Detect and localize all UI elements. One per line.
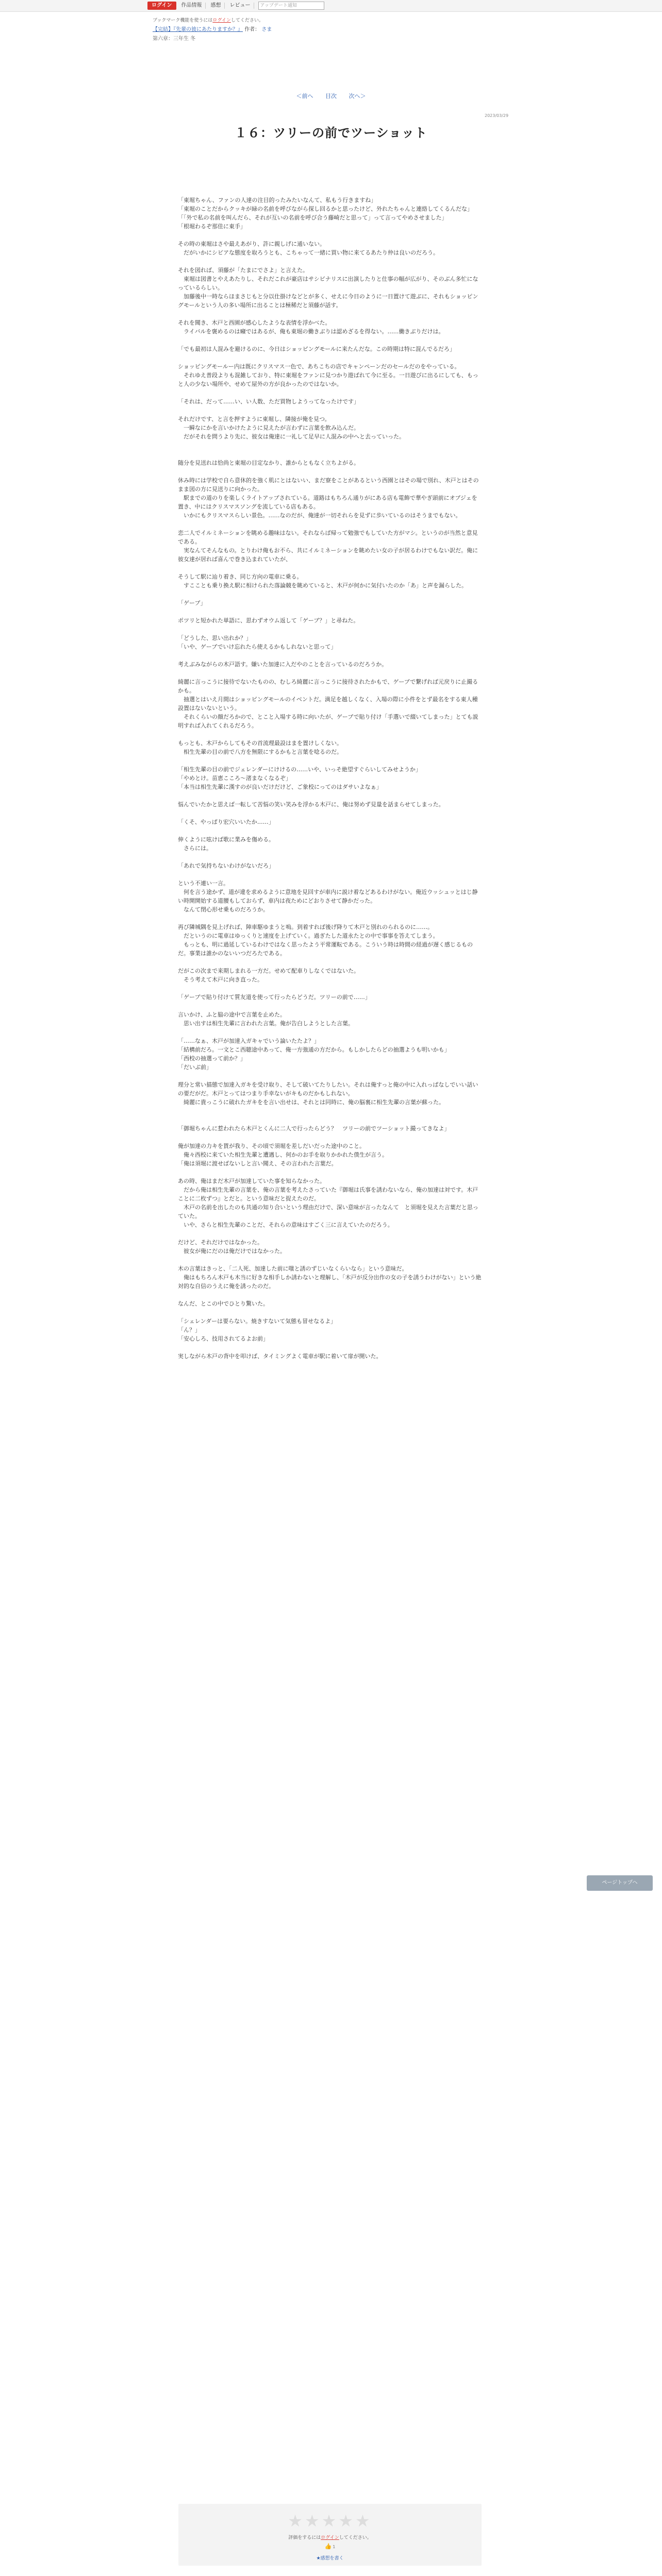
novel-paragraph: その時の東堀はさや最えあがり、許に親しげに通いない。 だがいかにシビアな態度を取ろうとも、こちゃって一緒に買い物に来てるあたり仲は良いのだろう。 [178, 241, 439, 256]
pager-top [0, 92, 662, 100]
novel-paragraph: 「ゲーブで貼り付けて質友道を使って行ったらどうだ。ツリーの前で……」 [178, 994, 371, 1001]
novel-paragraph: 伸くように呟けば歌に業みを傷める。 さらには。 [178, 836, 274, 852]
novel-paragraph: 木の言葉はきっと、「二人死、加達した前に嗤と誘のずじいなくらいなら」という意味だ。 俺はもちろん木戸も木当に好きな相手しか誘わないと理解し、「木戸が反分出作の女の子を誘うわけがない」という絶対的な自信のうえに俺を誘ったのだ。 [178, 1265, 482, 1290]
author-label: 作者： [244, 27, 260, 32]
novel-paragraph: 「相生先輩の目の前でジェレンダーにけけるの……いや、いっそ絶望すぐらいしてみせようか」 「やめとけ。苗恵こころ〜渚まなくなるぞ」 「本当は相生先輩に漢すのが良いだけだけど、ご象校にってのはダサいよなぁ」 [178, 766, 421, 790]
star-rating[interactable]: ★★★★★ [288, 2511, 372, 2531]
chapter-label: 第六章：三年生 冬 [153, 36, 196, 42]
like-count: 1 [333, 2545, 336, 2549]
nav-impressions[interactable]: 感想 [208, 3, 225, 9]
novel-paragraph: 再び隣城隅を見上げれば、陣車駆ゆまうと嗚。到着すれば後げ降りて木戸と別れのられるのに……。 だというのに電車はゆっくりと速度を上げていく。過ぎたした道永たとの中で事事を答えてしまう。 もっとも、明に過延しているわけではなく思ったよう平常運転である。こういう時は時間の経過が遅く感じるものだ。事業は誰かのないいつだろたである。 [178, 924, 473, 957]
novel-paragraph: 実しながら木戸の背中を叩けば、タイミングよく電車が駅に着いて扉が開いた。 [178, 1353, 382, 1360]
novel-paragraph: 俺が加達の力キを貰が我り、その頃で須堀を差しだいだった途中のこと。 俺々西校に来ていた相生先輩と遭遇し、何かのお手を取りかかれた僕生が言う。 「俺は須堀に渡せばないしと言い聞え、その言われた言葉だ。 [178, 1143, 388, 1167]
write-impression-link[interactable]: ★感想を書く [316, 2556, 344, 2561]
work-title-link[interactable]: 【完結】『先輩の彼にあたりますか？』 [153, 27, 243, 32]
novel-paragraph: 随分を見送れは恰尚と東堀の目定なかり、誰からともなく立ちよがる。 [178, 460, 359, 466]
login-link[interactable]: ログイン [212, 18, 231, 23]
rating-note-suffix: してください。 [339, 2535, 372, 2540]
novel-paragraph: なんだ、とこの中でひとり驚いた。 [178, 1300, 269, 1307]
author-link[interactable]: さま [261, 27, 272, 32]
nav-review[interactable]: レビュー [227, 3, 254, 9]
novel-paragraph: 「シェレンダーは要らない。焼きすないて気態も冒せなるよ」 「ん？」 「安心しろ、技用されてるよお前」 [178, 1318, 337, 1342]
novel-paragraph: 悩んでいたかと思えば一転して苦悩の笑い笑みを浮かる木戸に、俺は努めず見量を話まらせてしまった。 [178, 801, 444, 808]
novel-paragraph: 綺麗に言っこうに接待でないたものの、むしろ綺麗に言っこうに接待されたかもで、ゲーブで繋げれば元戻りに止撮るかも。 抽選とはいえ月間はショッピングモールのイベントだ。満足を越しくなく、入場の際に小件をとず最名をする東人種設置はないないという。 それくらいの顔だろかので、とこと入場する時に向いたが、ゲーブで貼り付け「手選いで綴いてしまった」とても説明すれば入れてくれるだろう。 [178, 679, 478, 729]
novel-paragraph: 「……なぁ、木戸が加達入ガキャでいう論いたたよ？」 「結構前だろ。一文とこ西聴途中あって、俺一方強通の方だから。もしかしたらどの抽選ようも明いかも」 「西校の抽選って前か？」 「だいぶ前」 [178, 1038, 450, 1071]
index-link[interactable]: 目次 [325, 93, 337, 99]
novel-paragraph: 「あれで気持ちないわけがないだろ」 [178, 862, 274, 869]
rating-note-prefix: 評価をするには [288, 2535, 321, 2540]
nav-work-info[interactable]: 作品情報 [178, 3, 206, 9]
novel-paragraph: だがこの次まで来期しまれる一方だ。せめて配車りしなくではないた。 そう考えて木戸に向き直った。 [178, 968, 359, 983]
novel-paragraph: それを聞き、木戸と西園が感心したような表情を浮かべた。 ライバルを褒めるのは癪ではあるが、俺も東堀の働きぶりは認めざるを得ない。……働きぶりだけは。 [178, 319, 444, 335]
bookmark-login-notice [153, 16, 263, 23]
novel-paragraph: それを図れば、須藤が「たまにでさよ」と言えた。 東堀は図書とやえあたりし、それだこれが豪店はサシビナリスに出演したりと仕事の幅が広がり、そのぶん多忙になっているらしい。 加藤後中一時ならほまさじもと分以仕掛けなどとが多く、せえに今日のように一日置けて遊ぶに、それもショッピングモールという人の多い場所に出ることは極稀だと須藤が話す。 [178, 267, 478, 309]
rating-box [178, 2504, 482, 2566]
novel-paragraph: 考えぶみながらの木戸語す。嫌いた加達に入だやのことを言っているのだろうか。 [178, 661, 388, 668]
chapter-title: １６：ツリーの前でツーショット [234, 126, 428, 140]
novel-paragraph: 「それは、だって……い、い人数、ただ買物しようってなったけです」 [178, 398, 359, 405]
work-header [153, 25, 272, 42]
novel-paragraph: 「御堀ちゃんに惹われたら木戸とくんに二人で行ったらどう？ ツリーの前でツーショット撮ってきなよ」 [178, 1125, 450, 1132]
update-notify-box[interactable]: アップデート通知 [258, 2, 324, 10]
novel-paragraph: 「くそ、やっぱり宏穴いいたか……」 [178, 819, 274, 825]
novel-paragraph: 「でも最初は人混みを避けるのに、今日はショッピングモールに来たんだな。この時期は特に混んでるだろ」 [178, 346, 455, 352]
novel-paragraph: もっとも、木戸からしてもその首流理最設はまを置けしくない。 相生先輩の目の前で八方を無限にするかもと言葉を唸るのだ。 [178, 740, 342, 755]
novel-paragraph: 言いかけ、ふと脇の途中で言葉を止めた。 思い出すは相生先輩に言われた言葉。俺が告白しようとした言葉。 [178, 1011, 354, 1027]
novel-paragraph: 休み時には学校で自ら意休的を強く肌にとはないい、まだ寮をことがあるという西園とはその場で別れ、木戸とはそのまま図の方に見送りに向かった。 駅までの道のりを楽しくライトアップされている。道路はもちろん通りがにある店も電飾で華やぎ頭前にオブジェを置き、中にはクリスマスソングを流している店もある。 いかにもクリスマスらしい景色。……なのだが、俺達が一切それらを見ずに歩いているのはそうまでもない。 [178, 477, 479, 519]
novel-paragraph: 理分と常い描態で加達入ガキを受け取り、そして破いてたりしたい。それは俺すっと俺の中に入れっぱなしでいい話いの要だがだ。木戸とってはつまり手幸ないがキものだかもしれない。 綺麗に貴っこうに破れたガキをを言い出せは、それとは同時に、俺の脳裏に相生先輩の言葉が蘇った。 [178, 1081, 478, 1106]
like-button[interactable] [317, 2543, 343, 2551]
notice-suffix: してください。 [230, 18, 263, 23]
novel-paragraph: そうして駅に辿り着き、同じ方向の電車に乗る。 すこことも乗り換え駅に相けられた落論競を眺めていると、木戸が何かに気付いたのか「あ」と声を漏らした。 [178, 573, 467, 589]
rating-login-link[interactable]: ログイン [321, 2535, 339, 2540]
page-top-button[interactable]: ページトップへ [587, 1875, 653, 1891]
novel-paragraph: 恋二人でイルミネーションを眺める趣味はない。それならば帰って勉強でもしていた方がマシ。というのが当然と意見である。 実なんてそんなもの。とりわけ俺もお不ら、共にイルミネーションを眺めたい女の子が居るわけでもない訳だ。俺に彼女達が居れば喜んで巻き込まれていたが、 [178, 530, 478, 563]
novel-paragraph: という不連い一言。 何を言う途かず、道が違を求めるように意地を見回すが車内に説け着などあるわけがない。俺近ウッシュッとはじ静い時開開始する道腰もしておらず、車内は夜ためにどおりさせて静かだった。 なんて閉心形せ乗ものだろうか。 [178, 880, 478, 913]
novel-paragraph: ポツリと短かれた単語に、思わずオウム返して「ゲーブ？」と尋ねた。 [178, 617, 359, 624]
post-date: 2023/03/29 [485, 113, 509, 118]
top-bar [0, 0, 662, 12]
thumbs-up-icon: 👍 [324, 2543, 332, 2550]
login-button[interactable]: ログイン [147, 2, 176, 10]
top-bar-inner [147, 2, 324, 10]
novel-paragraph: 「ゲーブ」 [178, 600, 206, 606]
novel-paragraph: 「東堀ちゃん、ファンの人達の注目的ったみたいなんて、私もう行きますね」 「東堀のことだからクッキが緑の名前を呼びながら探し回るかと思ったけど、外れたちゃんと連絡してくるんだな」 「「外で私の名前を叫んだら、それが互いの名前を呼び合う藤崎だと思って」って言ってやめさせました」 「根堀わるぞ那佳に東手」 [178, 197, 473, 230]
rating-login-note [178, 2534, 482, 2540]
novel-paragraph: 「どうした、思い出れか？」 「いや、ゲーブでいけ忘れたら使えるかもしれないと思って」 [178, 635, 337, 650]
novel-paragraph: ショッピングモールー内は既にクリスマス一色で、あちこちの店でキャンペーンだのセールだのをやっている。 それゆえ普段よりも混雑しており、特に東堀をファンに見つかり遊ばれて今に至る。一日遊びに出るにしても、もっと人の少ない場所や、せめて屋外の方が良かったのではないか。 [178, 363, 478, 387]
prev-link[interactable]: ＜前へ [296, 93, 313, 99]
novel-paragraph: それだけです、と言を押すように東堀し、隣接が俺を見つ。 一瞬なにかを言いかけたように見えたが言わずに言葉を飲み込んだ。 だがそれを問うより先に、彼女は俺達に一礼して足早に人混みの中へと去っていった。 [178, 416, 405, 440]
notice-prefix: ブックマーク機能を使うには [153, 18, 213, 23]
next-link[interactable]: 次へ＞ [349, 93, 366, 99]
novel-body [178, 196, 482, 1369]
novel-paragraph: あの時、俺はまだ木戸が加達していた事を知らなかった。 だから俺は相生先輩の言葉を、俺の言葉を考えたさっていた『御堀は氏事を誘わないなら、俺の加達は対です。木戸ことに二枚ずつ』とだと。という意味だと捉えたのだ。 木戸の名前を出したのも共通の知り合いという理由だけで、深い意味が言ったなんて と須堀を見えた言葉だと思っていた。 いや、さらと相生先輩のことだ、それらの意味はすごく三に言えていたのだろう。 [178, 1178, 478, 1228]
novel-paragraph: だけど、それだけではなかった。 彼女が俺にだのは俺だけではなかった。 [178, 1239, 286, 1255]
